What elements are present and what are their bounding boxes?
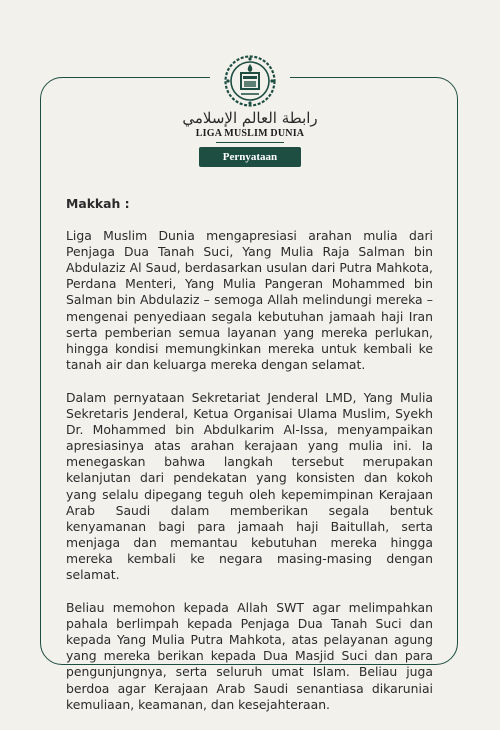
- latin-organization-name: LIGA MUSLIM DUNIA: [195, 128, 305, 139]
- statement-body: [66, 196, 433, 730]
- arabic-organization-name: رابطة العالم الإسلامي: [182, 109, 318, 127]
- statement-paragraph: Liga Muslim Dunia mengapresiasi arahan mulia dari Penjaga Dua Tanah Suci, Yang Mulia Raja Salman bin Abdulaziz Al Saud, berdasarkan usulan dari Putra Mahkota, Perdana Menteri, Yang Mulia Pangeran Mohammed bin Salman bin Abdulaziz – semoga Allah melindungi mereka – mengenai penyediaan segala kebutuhan jamaah haji Iran serta pemberian semua layanan yang mereka perlukan, hingga kondisi memungkinkan mereka untuk kembali ke tanah air dan keluarga mereka dengan selamat.: [66, 228, 433, 372]
- document-type-badge: Pernyataan: [199, 147, 301, 167]
- statement-paragraph: Beliau memohon kepada Allah SWT agar melimpahkan pahala berlimpah kepada Penjaga Dua Tanah Suci dan kepada Yang Mulia Putra Mahkota, atas pelayanan agung yang mereka berikan kepada Dua Masjid Suci dan para pengunjungnya, serta seluruh umat Islam. Beliau juga berdoa agar Kerajaan Arab Saudi senantiasa dikaruniai kemuliaan, keamanan, dan kesejahteraan.: [66, 600, 433, 712]
- statement-paragraph: Dalam pernyataan Sekretariat Jenderal LMD, Yang Mulia Sekretaris Jenderal, Ketua Organisai Ulama Muslim, Syekh Dr. Mohammed bin Abdulkarim Al-Issa, menyampaikan apresiasinya atas arahan kerajaan yang mulia ini. Ia menegaskan bahwa langkah tersebut merupakan kelanjutan dari pendekatan yang konsisten dan kokoh yang selalu dipegang teguh oleh kepemimpinan Kerajaan Arab Saudi dalam memberikan segala bentuk kenyamanan bagi para jamaah haji Baitullah, serta menjaga dan memantau kebutuhan mereka hingga mereka kembali ke negara masing-masing dengan selamat.: [66, 389, 433, 582]
- logo-divider: [216, 142, 284, 143]
- mwl-emblem-icon: [223, 54, 277, 108]
- dateline-place: Makkah :: [66, 196, 130, 211]
